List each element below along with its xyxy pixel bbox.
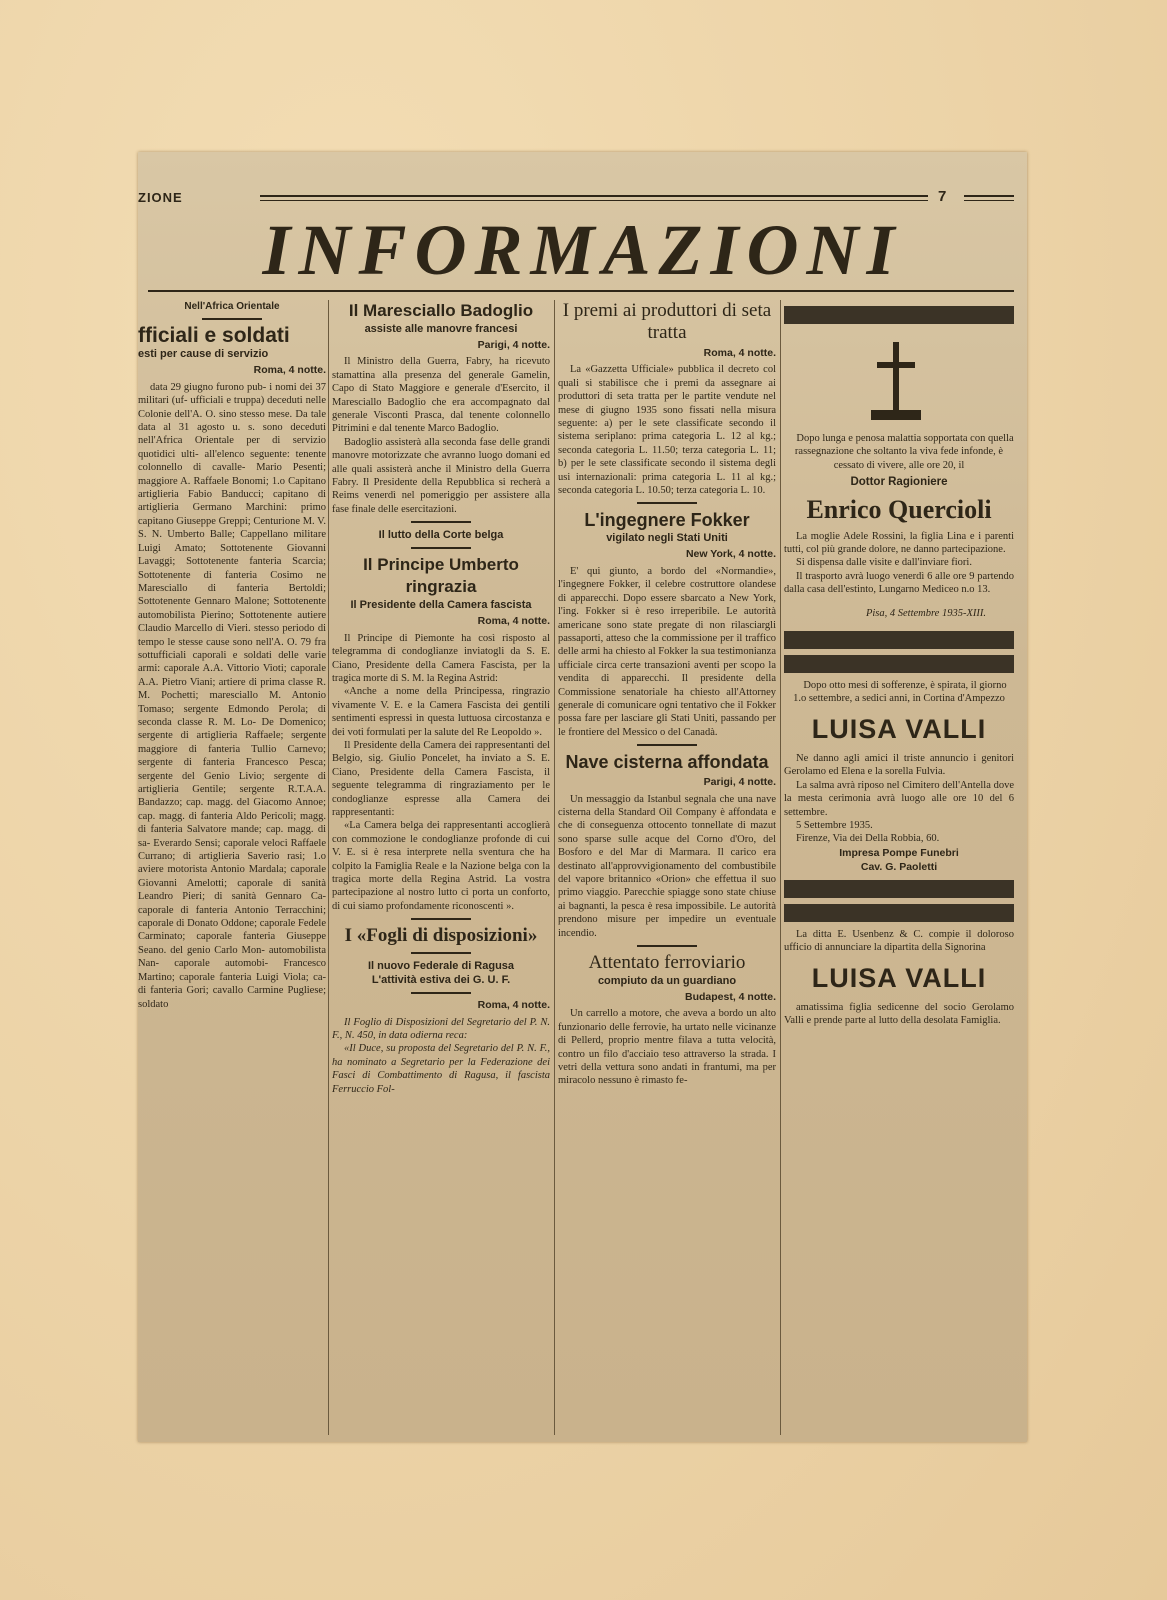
separator [637, 744, 697, 746]
article-headline: L'ingegnere Fokker [584, 510, 750, 531]
article-body: Un carrello a motore, che aveva a bordo un alto funzionario delle ferrovie, ha urtato nelle vicinanze di Pellerd, proprio mentre filava a tutta velocità, contro un filo d'acciaio teso attraverso la strada. I vetri della vettura sono andati in frantumi, ma per miracolo nessuno è rimasto fe- [558, 1008, 776, 1087]
article-dateline: Parigi, 4 notte. [703, 776, 776, 789]
article-kicker: Nell'Africa Orientale [184, 301, 280, 312]
column-divider [780, 300, 781, 1435]
article-kicker: Il lutto della Corte belga [378, 529, 504, 542]
obituary-text: Ne danno agli amici il triste annuncio i genitori Gerolamo ed Elena e la sorella Fulvia. [784, 752, 1014, 778]
page-number: 7 [938, 188, 948, 205]
article-subhead: assiste alle manovre francesi [364, 323, 518, 335]
article-body: Il Presidente della Camera dei rappresentanti del Belgio, sig. Giulio Poncelet, ha inviato a S. E. Ciano, Presidente della Camera Fascista, il seguente telegramma di ringraziamento per le condoglianze espresse alla Camera dei rappresentanti: [332, 739, 550, 818]
article-body: E' qui giunto, a bordo del «Normandie», l'ingegnere Fokker, il celebre costruttore olandese di apparecchi. Dopo essere sbarcato a New York, l'ing. Fokker si è reso irreperibile. Le autorità americane sono state pregate di non rilasciargli passaporti, atteso che la commissione per il traffico delle armi ha chiesto al Fokker la sua testimonianza ufficiale circa certe transazioni aventi per scopo la vendita di apparecchi. Il presidente della Commissione senatoriale ha chiesto all'Attorney generale di comunicare ogni tentativo che il Fokker possa fare per lasciare gli Stati Uniti, passando per le frontiere del Messico o del Canadà. [558, 565, 776, 738]
article-body: La «Gazzetta Ufficiale» pubblica il decreto col quali si stabilisce che i premi da assegnare ai produttori di seta tratta per le partite vendute nel mese di giugno 1935 sono fissati nella misura seguente: a) per le sete classificate secondo il sistema seriplano: prima categoria L. 12 al kg.; seconda categoria L. 11.50; terza categoria L. 11; b) per le sete classificate secondo il sistema degli usi internazionali: prima categoria L. 11 al kg.; seconda categoria L. 10.50; terza categoria L. 10. [558, 364, 776, 497]
black-bar [784, 306, 1014, 324]
separator [411, 918, 471, 920]
article-body: «Il Duce, su proposta del Segretario del P. N. F., ha nominato a Segretario per la Federazione dei Fasci di Combattimento di Ragusa, il fascista Ferruccio Fol- [332, 1043, 550, 1095]
header-rule-right [964, 195, 1014, 201]
black-bar [784, 880, 1014, 898]
masthead-rule [148, 290, 1014, 292]
separator [411, 547, 471, 549]
column-2 [332, 300, 550, 1435]
article-body: Un messaggio da Istanbul segnala che una nave cisterna della Standard Oil Company è affondata e che di conseguenza ottocento tonnellate di mazut sono sparse sulle acque del Corno d'Oro, del Bosforo e del Mar di Marmara. Il carico era destinato all'approvvigionamento del combustibile del vapore britannico «Orion» che effettua il suo primo viaggio. Parecchie spiagge sono state chiuse ai bagnanti, la pesca è resa impossibile. Le autorità prendono misure per impedire un eventuale incendio. [558, 793, 776, 939]
obituary-text: La salma avrà riposo nel Cimitero dell'Antella dove la mesta cerimonia avrà luogo alle ore 10 del 6 settembre. [784, 779, 1014, 818]
article-body: Il Principe di Piemonte ha così risposto al telegramma di condoglianze inviatogli da S. E. Ciano, Presidente della Camera Fascista, per la tragica morte di S. M. la Regina Astrid: [332, 632, 550, 684]
obituary-address: Firenze, Via dei Della Robbia, 60. [796, 833, 940, 845]
obituary-name: LUISA VALLI [811, 962, 987, 993]
masthead: INFORMAZIONI [262, 210, 903, 290]
article-dateline: Roma, 4 notte. [253, 364, 326, 377]
separator [202, 318, 262, 320]
column-1 [138, 300, 326, 1435]
column-4-obituaries [784, 300, 1014, 1435]
column-divider [554, 300, 555, 1435]
article-headline: I premi ai produttori di seta tratta [562, 300, 772, 343]
article-subhead: L'attività estiva dei G. U. F. [371, 974, 511, 987]
article-dateline: Roma, 4 notte. [477, 999, 550, 1012]
obituary-text: La ditta E. Usenbenz & C. compie il doloroso ufficio di annunciare la dipartita della Signorina [784, 928, 1014, 954]
article-subhead: Il nuovo Federale di Ragusa [367, 960, 515, 973]
obituary-title: Dottor Ragioniere [850, 476, 948, 489]
black-bar [784, 655, 1014, 673]
column-divider [328, 300, 329, 1435]
article-body: «Anche a nome della Principessa, ringrazio vivamente V. E. e la Camera Fascista dei gentili sentimenti espressi in questa luttuosa circostanza e dei voti formulati per la salute del Re Leopoldo ». [332, 686, 550, 738]
column-3 [558, 300, 776, 1435]
article-headline: I «Fogli di disposizioni» [344, 925, 538, 947]
black-bar [784, 904, 1014, 922]
article-dateline: Budapest, 4 notte. [684, 991, 776, 1004]
article-dateline: Roma, 4 notte. [703, 347, 776, 359]
article-subhead: vigilato negli Stati Uniti [606, 532, 728, 545]
obituary-text: Si dispensa dalle visite e dall'inviare fiori. [796, 557, 972, 569]
article-headline: Il Principe Umberto ringrazia [363, 555, 519, 597]
header-rule [260, 195, 928, 201]
obituary-signature: Cav. G. Paoletti [860, 860, 938, 873]
obituary-text: amatissima figlia sedicenne del socio Gerolamo Valli e prende parte al lutto della desolata Famiglia. [784, 1001, 1014, 1026]
article-body: data 29 giugno furono pub- i nomi dei 37 militari (uf- ufficiali e truppa) deceduti nelle Colonie dell'A. O. sino stesso mese. Da tale data al 31 agosto u. s. sono deceduti nell'Africa Orientale per di servizio quotidici ulti- all'elenco seguente: tenente colonnello di cavalle- Mario Pesenti; maggiore A. Raffaele Bonomi; 1.o Capitano artiglieria Fabio Banducci; capitano di artiglieria Germano Marchini: primo capitano Giuseppe Greppi; Centurione M. V. S. N. Umberto Balle; Cappellano militare Luigi Amato; Sottotenente Giovanni Lavaggi; Sottotenente fanteria Scarcia; Sottotenente di fanteria Cosimo ne Maresciallo di fanteria Bertoldi; Sottotenente Gennaro Malone; Sottotenente automobilista Pierino; Sottotenente autiere Claudio Marcello di Vieri. stesso periodo di tempo le stesse cause sono nell'A. O. 79 fra sottufficiali caporali e soldati delle varie armi: caporale A.A. Vittorio Vioti; caporale A.A. Pietro Viani; artiere di prima classe R. M. Pochetti; maresciallo M. Antonio Tomaso; sergente Edmondo Perola; di seconda classe R. M. Lo- De Domenico; sergente di artiglieria Raffaele; sergente maggiore di fanteria Tullio Carnevo; sergente di fanteria Francesco Pesca; sergente del Genio Livio; sergente di artiglieria Gentile; sergente R.T.A.A. Bandazzo; cap. magg. del Giacomo Annoe; cap. magg. di fanteria Aldo Pericoli; magg. di fanteria Salvatore mande; cap. magg. di sa- Everardo Sensi; caporale veloci Raffaele Currano; di artiglieria Saverio rasi; 1.o aviere motorista Antonio Mardala; caporale Giovanni Amelotti; caporale di sanità Leandro Pieri; di sanità Gennaro Ca- caporale di fanteria Antonio Terracchini; caporale di Donato Oddone; caporale Fedele Carminato; caporale fanteria Giuseppe Seano. del genio Carlo Mon- automobilista Nan- caporale automobi- Francesco Martino; caporale fanteria Luigi Viola; ca- di fanteria Gori; cavallo Carmine Pugliese; soldato [138, 381, 326, 1010]
newspaper-clipping [138, 152, 1027, 1442]
article-subhead: Il Presidente della Camera fascista [350, 599, 532, 612]
article-headline: fficiali e soldati [138, 324, 290, 348]
separator [637, 945, 697, 947]
article-dateline: New York, 4 notte. [685, 548, 776, 561]
article-headline: Il Maresciallo Badoglio [348, 301, 534, 320]
article-body: Badoglio assisterà alla seconda fase delle grandi manovre motorizzate che avranno luogo domani ed alle quali assisterà anche il Ministro della Guerra Fabry. Il Presidente della Repubblica si recherà a Reims venerdì nel pomeriggio per assistere alla fase finale delle esercitazioni. [332, 436, 550, 515]
article-body: Il Ministro della Guerra, Fabry, ha ricevuto stamattina alla presenza del generale Gamelin, Capo di Stato Maggiore e generale d'Esercito, il Maresciallo Badoglio che era accompagnato dal generale Visconti Prasca, dal tenente colonnello Pitrimini e dal tenente Marco Badoglio. [332, 356, 550, 435]
separator [637, 502, 697, 504]
separator [411, 952, 471, 954]
obituary-place: Pisa, 4 Settembre 1935-XIII. [865, 608, 986, 620]
obituary-text: Il trasporto avrà luogo venerdì 6 alle ore 9 partendo dalla casa dell'estinto, Lungarno Mediceo n.o 13. [784, 570, 1014, 596]
obituary-signature: Impresa Pompe Funebri [839, 846, 959, 859]
black-bar [784, 631, 1014, 649]
article-dateline: Parigi, 4 notte. [477, 339, 550, 351]
separator [411, 992, 471, 994]
article-headline: Attentato ferroviario [588, 952, 746, 974]
article-subhead: esti per cause di servizio [138, 348, 269, 361]
obituary-text: La moglie Adele Rossini, la figlia Lina e i parenti tutti, col più grande dolore, ne danno partecipazione. [784, 530, 1014, 556]
cross-icon [869, 342, 929, 422]
separator [411, 521, 471, 523]
article-body: Il Foglio di Disposizioni del Segretario del P. N. F., N. 450, in data odierna reca: [332, 1016, 550, 1042]
obituary-name: LUISA VALLI [811, 713, 987, 744]
obituary-date: 5 Settembre 1935. [796, 819, 873, 831]
article-body: «La Camera belga dei rappresentanti accoglierà con commozione le condoglianze profonde di cui V. E. si è resa interprete nella sventura che ha colpito la Famiglia Reale e la Nazione belga con la tragica morte della Regina Astrid. La vostra partecipazione al nostro lutto ci porta un conforto, di cui siamo profondamente riconoscenti ». [332, 820, 550, 912]
page-header [138, 190, 1027, 210]
obituary-text: Dopo otto mesi di sofferenze, è spirata, il giorno 1.o settembre, a sedici anni, in Cortina d'Ampezzo [793, 680, 1007, 705]
section-label: ZIONE [138, 190, 183, 205]
article-subhead: compiuto da un guardiano [597, 975, 737, 988]
article-headline: Nave cisterna affondata [565, 752, 769, 773]
obituary-name: Enrico Quercioli [806, 494, 992, 524]
obituary-text: Dopo lunga e penosa malattia sopportata con quella rassegnazione che soltanto la viva fede infonde, è cessato di vivere, alle ore 20, il [794, 433, 1014, 471]
article-dateline: Roma, 4 notte. [477, 615, 550, 628]
